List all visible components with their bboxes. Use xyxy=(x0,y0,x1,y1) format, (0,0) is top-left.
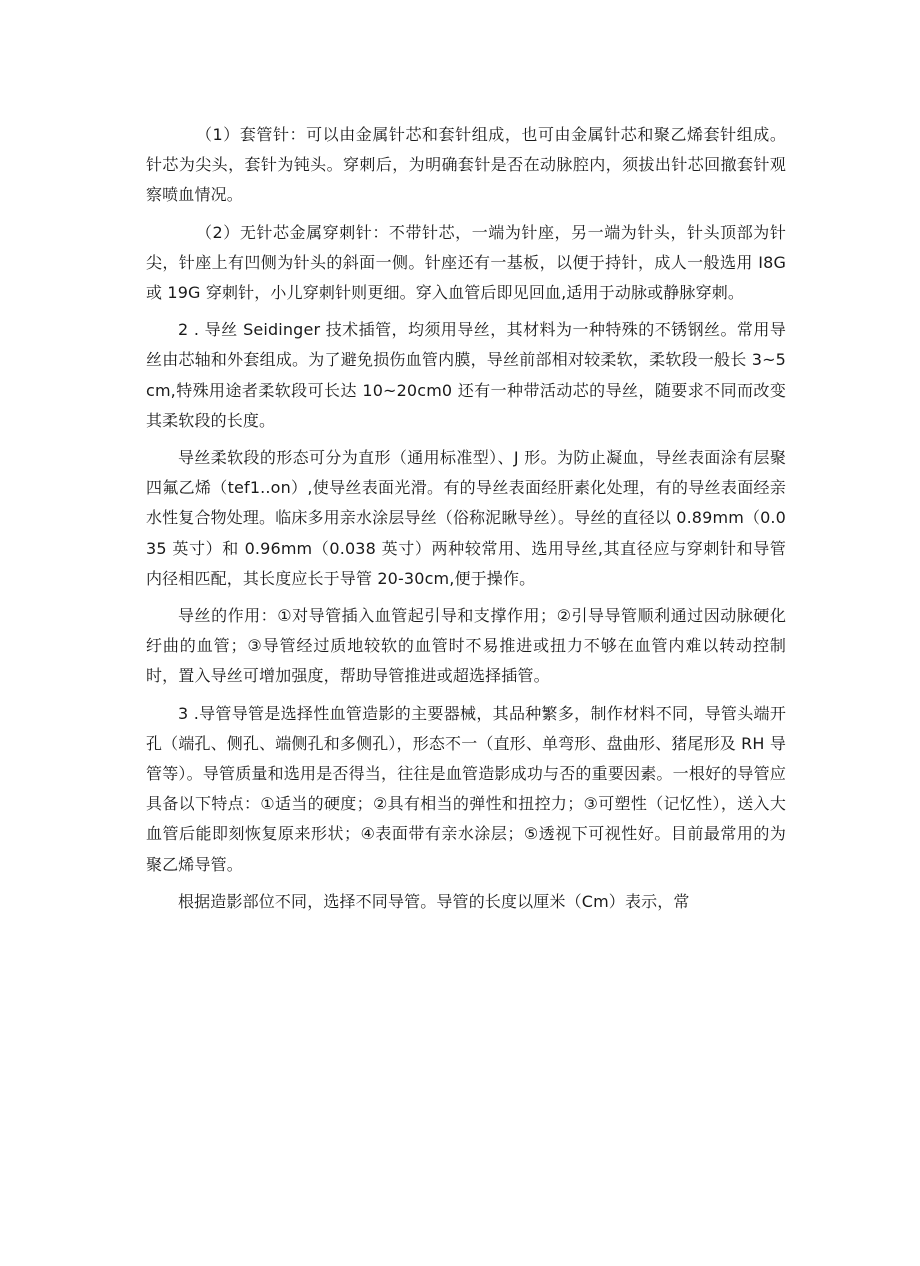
paragraph-cannula-needle: （1）套管针：可以由金属针芯和套针组成，也可由金属针芯和聚乙烯套针组成。针芯为尖头，套针为钝头。穿刺后，为明确套针是否在动脉腔内，须拔出针芯回撤套针观察喷血情况。 xyxy=(146,125,786,205)
paragraph-guidewire: 2 . 导丝 Seidinger 技术插管，均须用导丝，其材料为一种特殊的不锈钢丝。常用导丝由芯轴和外套组成。为了避免损伤血管内膜，导丝前部相对较柔软，柔软段一般长 3~5cm,特殊用途者柔软段可长达 10~20cm0 还有一种带活动芯的导丝，随要求不同而改变其柔软段的长度。 xyxy=(146,320,786,430)
document-body xyxy=(146,120,786,924)
paragraph-guidewire-function: 导丝的作用：①对导管插入血管起引导和支撑作用；②引导导管顺利通过因动脉硬化纡曲的血管；③导管经过质地较软的血管时不易推进或扭力不够在血管内难以转动控制时，置入导丝可增加强度，帮助导管推进或超选择插管。 xyxy=(146,606,786,686)
paragraph-catheter-length: 根据造影部位不同，选择不同导管。导管的长度以厘米（Cm）表示，常 xyxy=(178,891,690,911)
paragraph-solid-puncture-needle: （2）无针芯金属穿刺针：不带针芯，一端为针座，另一端为针头，针头顶部为针尖，针座上有凹侧为针头的斜面一侧。针座还有一基板，以便于持针，成人一般选用 I8G 或 19G 穿刺针，小儿穿刺针则更细。穿入血管后即见回血,适用于动脉或静脉穿刺。 xyxy=(146,222,786,303)
paragraph-catheter: 3 .导管导管是选择性血管造影的主要器械，其品种繁多，制作材料不同，导管头端开孔（端孔、侧孔、端侧孔和多侧孔），形态不一（直形、单弯形、盘曲形、猪尾形及 RH 导管等）。导管质量和选用是否得当，往往是血管造影成功与否的重要因素。一根好的导管应具备以下特点：①适当的硬度；②具有相当的弹性和扭控力；③可塑性（记忆性），送入大血管后能即刻恢复原来形状；④表面带有亲水涂层；⑤透视下可视性好。目前最常用的为聚乙烯导管。 xyxy=(146,703,786,874)
paragraph-guidewire-shape: 导丝柔软段的形态可分为直形（通用标准型）、J 形。为防止凝血，导丝表面涂有层聚四氟乙烯（tef1..on）,使导丝表面光滑。有的导丝表面经肝素化处理，有的导丝表面经亲水性复合物处理。临床多用亲水涂层导丝（俗称泥瞅导丝）。导丝的直径以 0.89mm（0.035 英寸）和 0.96mm（0.038 英寸）两种较常用、选用导丝,其直径应与穿刺针和导管内径相匹配，其长度应长于导管 20-30cm,便于操作。 xyxy=(146,448,786,588)
